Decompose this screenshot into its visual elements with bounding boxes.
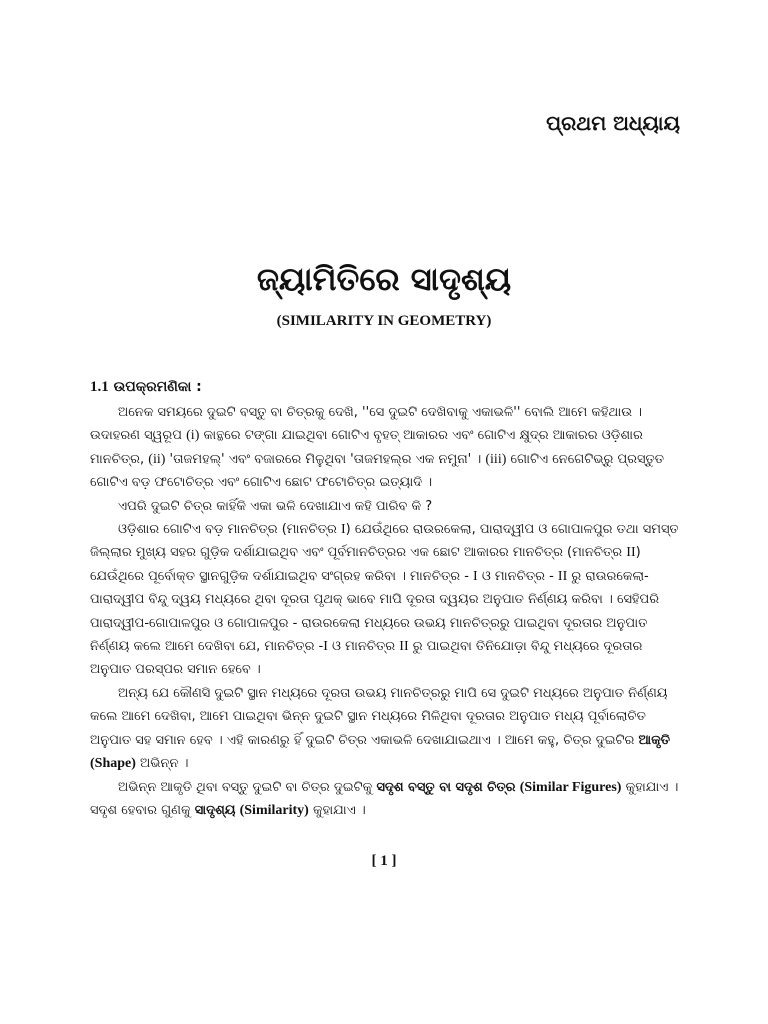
text-run: ଅନେକ ସମୟରେ ଦୁଇଟି ବସ୍ତୁ ବା ଚିତ୍ରକୁ ଦେଖି, ''ସେ ଦୁଇଟି ଦେଖିବାକୁ ଏକାଭଳି'' ବୋଲି ଆମେ କହିଥାଉ । ଉଦାହରଣ ସ୍ୱରୂପ xyxy=(90,405,643,444)
page-number: [ 1 ] xyxy=(371,853,397,869)
text-run-en: I xyxy=(323,639,328,655)
text-run: ଅନ୍ୟ ଯେ କୌଣସି ଦୁଇଟି ସ୍ଥାନ ମଧ୍ୟରେ ଦୂରତା ଉଭୟ ମାନଚିତ୍ରରୁ ମାପି ସେ ଦୁଇଟି ମଧ୍ୟରେ ଅନୁପାତ ନିର୍ଣ୍ଣୟ କଲେ ଆମେ ଦେଖିବା, ଆମେ ପାଇଥିବା ଭିନ୍ନ ଦୁଇଟି ସ୍ଥାନ ମଧ୍ୟରେ ମିଳିଥିବା ଦୂରତାର ଅନୁପାତ ମଧ୍ୟ ପୂର୍ବାଲୋଚିତ ଅନୁପାତ ସହ ସମାନ ହେବ । ଏହି କାରଣରୁ ହିଁ ଦୁଇଟି ଚିତ୍ର ଏକାଭଳି ଦେଖାଯାଇଥାଏ । ଆମେ କହୁ, ଚିତ୍ର ଦୁଇଟିର xyxy=(90,685,668,748)
text-run: ଓ ମାନଚିତ୍ର - xyxy=(477,568,558,584)
term-english: (Shape) xyxy=(90,756,136,772)
term-bold: ସଦୃଶ ବସ୍ତୁ ବା ସଦୃଶ ଚିତ୍ର xyxy=(376,779,516,795)
text-run: ଅଭିନ୍ନ ଆକୃତି ଥିବା ବସ୍ତୁ ଦୁଇଟି ବା ଚିତ୍ର ଦୁଇଟିକୁ xyxy=(118,779,377,795)
paragraph-2: ଏପରି ଦୁଇଟି ଚିତ୍ର କାହିଁକି ଏକା ଭଳି ଦେଖାଯାଏ କହି ପାରିବ କି ? xyxy=(118,498,433,514)
text-run: ଓ ମାନଚିତ୍ର xyxy=(327,639,400,655)
text-run-en: (i) xyxy=(186,428,200,444)
text-run: ରୁ ପାଇଥିବା ତିନିଯୋଡ଼ା ବିନ୍ଦୁ ମଧ୍ୟରେ ଦୂରତାର ଅନୁପାତ ପରସ୍ପର ସମାନ ହେବେ । xyxy=(90,639,643,678)
paragraph-5 xyxy=(90,776,680,823)
text-run-en: II xyxy=(557,568,568,584)
text-run: ଓଡ଼ିଶାର ଗୋଟିଏ ବଡ଼ ମାନଚିତ୍ର (ମାନଚିତ୍ର xyxy=(118,522,341,538)
text-run: ଗୋଟିଏ ନେଗେଟିଭ୍‌ରୁ ପ୍ରସ୍ତୁତ ଗୋଟିଏ ବଡ଼ ଫଟୋଚିତ୍ର ଏବଂ ଗୋଟିଏ ଛୋଟ ଫଟୋଚିତ୍ର ଇତ୍ୟାଦି । xyxy=(90,451,665,491)
text-run: ଅଭିନ୍ନ । xyxy=(135,756,189,772)
text-run: ରୁ ରାଉରକେଲା-ପାରାଦ୍ୱୀପ ବିନ୍ଦୁ ଦ୍ୱୟ ମଧ୍ୟରେ ଥିବା ଦୂରତା ପୃଥକ୍ ଭାବେ ମାପି ଦୂରତା ଦ୍ୱୟର ଅନୁପାତ ନିର୍ଣ୍ଣୟ କରିବା । ସେହିପରି ପାରାଦ୍ୱୀପ-ଗୋପାଳପୁର ଓ ଗୋପାଳପୁର - ରାଉରକେଲା ମଧ୍ୟରେ ଉଭୟ ମାନଚିତ୍ରରୁ ପାଇଥିବା ଦୂରତାର ଅନୁପାତ ନିର୍ଣ୍ଣୟ କଲେ ଆମେ ଦେଖିବା ଯେ, ମାନଚିତ୍ର - xyxy=(90,568,660,655)
text-run: କାନ୍ଥରେ ଟଙ୍ଗା ଯାଇଥିବା ଗୋଟିଏ ବୃହତ୍ ଆକାରର ଏବଂ ଗୋଟିଏ କ୍ଷୁଦ୍ର ଆକାରର ଓଡ଼ିଶାର ମାନଚିତ୍ର, xyxy=(90,428,643,467)
section-heading xyxy=(90,379,202,396)
text-run-en: I xyxy=(340,522,346,538)
body-text xyxy=(90,401,680,822)
term-english: (Similarity) xyxy=(239,802,309,818)
paragraph-3 xyxy=(90,518,680,682)
text-run: କୁହାଯାଏ । xyxy=(308,802,366,818)
text-run-en: (iii) xyxy=(485,451,507,467)
term-bold: ଆକୃତି xyxy=(638,732,670,748)
chapter-subtitle: (SIMILARITY IN GEOMETRY) xyxy=(276,313,492,329)
text-run-en: II xyxy=(399,639,409,655)
chapter-title: ଜ୍ୟାମିତିରେ ସାଦୃଶ୍ୟ xyxy=(256,260,512,298)
chapter-label: ପ୍ରଥମ ଅଧ୍ୟାୟ xyxy=(546,111,680,135)
term-english: (Similar Figures) xyxy=(519,779,622,795)
text-run: ) ଯେଉଁଥିରେ ରାଉରକେଲା, ପାରାଦ୍ୱୀପ ଓ ଗୋପାଳପୁର ତଥା ସମସ୍ତ ଜିଲ୍ଲାର ମୁଖ୍ୟ ସହର ଗୁଡ଼ିକ ଦର୍ଶାଯାଇଥିବ ଏବଂ ପୂର୍ବମାନଚିତ୍ରର ଏକ ଛୋଟ ଆକାରର ମାନଚିତ୍ର (ମାନଚିତ୍ର xyxy=(90,522,679,561)
paragraph-4 xyxy=(90,682,680,776)
text-run-en: I xyxy=(473,568,478,584)
section-number: 1.1 xyxy=(90,379,109,395)
text-run: କୁହାଯାଏ । ସଦୃଶ ହେବାର ଗୁଣକୁ xyxy=(90,779,679,818)
text-run-en: (ii) xyxy=(148,451,166,467)
term-bold: ସାଦୃଶ୍ୟ xyxy=(194,802,236,818)
text-run: ) ଯେଉଁଥିରେ ପୂର୍ବୋକ୍ତ ସ୍ଥାନଗୁଡ଼ିକ ଦର୍ଶାଯାଇଥିବ ସଂଗ୍ରହ କରିବା । ମାନଚିତ୍ର - xyxy=(90,545,641,584)
section-heading-text: ଉପକ୍ରମଣିକା : xyxy=(113,379,202,395)
text-run-en: II xyxy=(626,545,636,561)
paragraph-1 xyxy=(90,401,680,495)
text-run: 'ତାଜମହଲ୍' ଏବଂ ବଜାରରେ ମିଳୁଥିବା 'ତାଜମହଲ୍‌ର ଏକ ନମୁନା' । xyxy=(165,451,486,467)
